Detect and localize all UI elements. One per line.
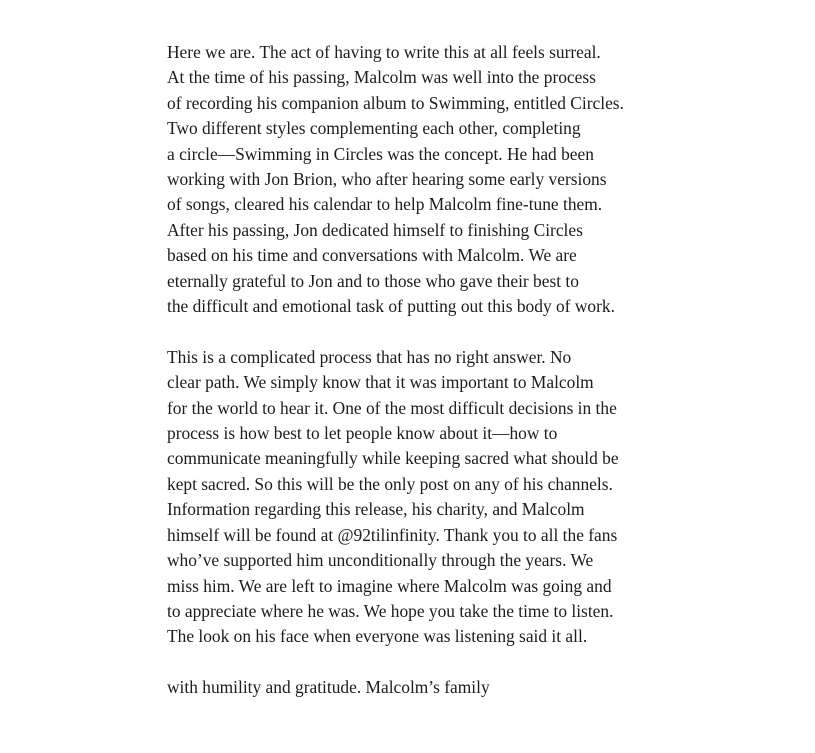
letter-body bbox=[167, 40, 787, 701]
text-line: himself will be found at @92tilinfinity. Thank you to all the fans bbox=[167, 524, 618, 545]
text-line: The look on his face when everyone was listening said it all. bbox=[167, 626, 588, 647]
paragraph-spacer bbox=[167, 319, 787, 344]
signature-line: with humility and gratitude. Malcolm’s family bbox=[167, 677, 490, 698]
paragraph-2 bbox=[167, 345, 787, 650]
text-line: who’ve supported him unconditionally through the years. We bbox=[167, 550, 594, 571]
text-line: kept sacred. So this will be the only post on any of his channels. bbox=[167, 473, 613, 494]
text-line: to appreciate where he was. We hope you take the time to listen. bbox=[167, 600, 614, 621]
text-line: Two different styles complementing each other, completing bbox=[167, 118, 581, 139]
text-line: a circle—Swimming in Circles was the concept. He had been bbox=[167, 143, 594, 164]
text-line: of songs, cleared his calendar to help Malcolm fine-tune them. bbox=[167, 194, 603, 215]
text-line: clear path. We simply know that it was important to Malcolm bbox=[167, 372, 594, 393]
text-line: working with Jon Brion, who after hearing some early versions bbox=[167, 169, 607, 190]
text-line: eternally grateful to Jon and to those who gave their best to bbox=[167, 270, 579, 291]
paragraph-1 bbox=[167, 40, 787, 319]
text-line: Here we are. The act of having to write this at all feels surreal. bbox=[167, 42, 601, 62]
text-line: the difficult and emotional task of putting out this body of work. bbox=[167, 296, 615, 317]
text-line: At the time of his passing, Malcolm was well into the process bbox=[167, 67, 596, 88]
text-line: based on his time and conversations with Malcolm. We are bbox=[167, 245, 577, 266]
text-line: Information regarding this release, his charity, and Malcolm bbox=[167, 499, 585, 520]
text-line: miss him. We are left to imagine where Malcolm was going and bbox=[167, 575, 612, 596]
text-line: process is how best to let people know about it—how to bbox=[167, 423, 558, 444]
text-line: communicate meaningfully while keeping sacred what should be bbox=[167, 448, 619, 469]
paragraph-spacer bbox=[167, 650, 787, 675]
text-line: After his passing, Jon dedicated himself to finishing Circles bbox=[167, 219, 583, 240]
text-line: This is a complicated process that has no right answer. No bbox=[167, 346, 572, 367]
text-line: of recording his companion album to Swimming, entitled Circles. bbox=[167, 92, 624, 113]
text-line: for the world to hear it. One of the most difficult decisions in the bbox=[167, 397, 617, 418]
